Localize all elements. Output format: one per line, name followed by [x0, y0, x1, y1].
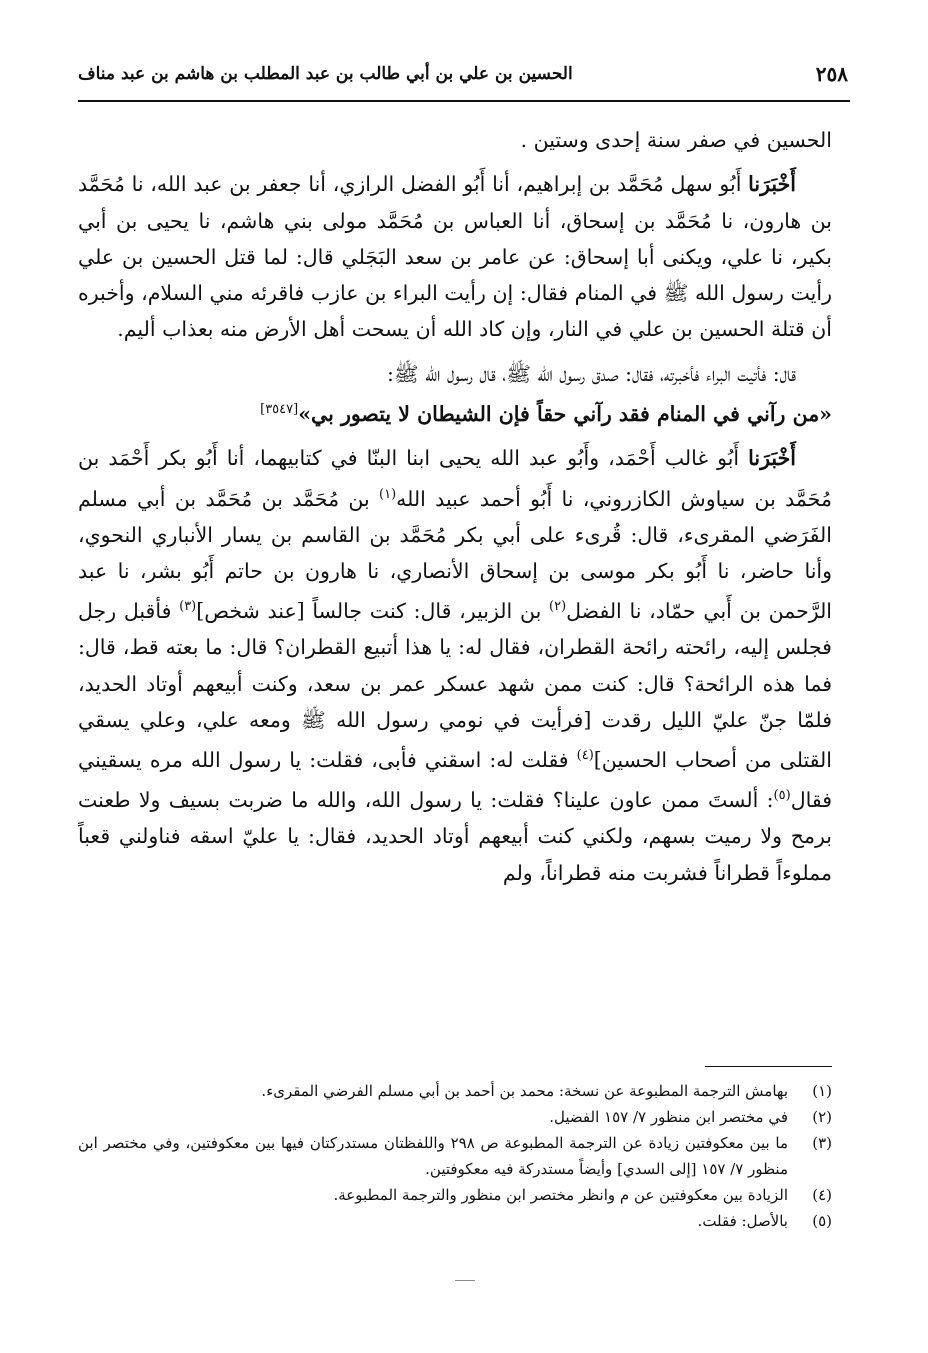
footnote-text: في مختصر ابن منظور ٧/ ١٥٧ الفضيل. — [549, 1108, 788, 1126]
footnote-number: (١) — [812, 1082, 832, 1100]
paragraph-4-text: بن الزبير، قال: كنت جالساً [عند شخص] — [196, 599, 549, 624]
footnote-number: (٥) — [812, 1212, 832, 1230]
paragraph-2-text: أَبُو سهل مُحَمَّد بن إبراهيم، أنا أَبُو الفضل الرازي، أنا جعفر بن عبد الله، نا مُحَمَّد بن هارون، نا مُحَمَّد بن إسحاق، أنا العباس بن مُحَمَّد مولى بني هاشم، نا يحيى بن أبي بكير، نا علي، ويكنى أبا إسحاق: عن عامر بن سعد البَجَلي قال: لما قتل الحسين بن علي رأيت رسول الله ﷺ في المنام فقال: إن رأيت البراء بن عازب فاقرئه مني السلام، وأخبره أن قتلة الحسين بن علي في النار، وإن كاد الله أن يسحت أهل الأرض منه بعذاب أليم. — [78, 172, 832, 342]
narration-keyword: أَخْبَرَنا — [748, 172, 796, 197]
paragraph-4-text: فقلت له: اسقني فأبى، فقلت: يا رسول الله مره يسقيني فقال — [78, 748, 832, 813]
paragraph-4-text: فأقبل رجل فجلس إليه، رائحته رائحة القطران، فقال له: يا هذا أتبيع القطران؟ قال: ما بعته قط، قال: فما هذه الرائحة؟ قال: كنت ممن شهد عسكر عمر بن سعد، وكنت أبيعهم أوتاد الحديد، فلمّا جنّ عليّ الليل رقدت [فرأيت في نومي رسول الله ﷺ ومعه علي، وعلي يسقي القتلى من أصحاب الحسين] — [78, 599, 832, 773]
footnote-marker-4: (٤) — [576, 748, 594, 764]
hadith-quote: «من رآني في المنام فقد رآني حقاً فإن الشيطان لا يتصور بي» — [298, 401, 832, 426]
footnote-number: (٢) — [812, 1108, 832, 1126]
footnote-marker-3: (٣) — [179, 599, 197, 615]
paragraph-4-text: أَبُو غالب أَحْمَد، وأَبُو عبد الله يحيى ابنا البنّا في كتابيهما، أنا أَبُو بكر أَحْمَد بن مُحَمَّد بن سياوش الكازروني، نا أَبُو أحمد عبيد الله — [78, 446, 832, 511]
paragraph-4-text: : ألستَ ممن عاون علينا؟ فقلت: يا رسول الله، والله ما ضربت بسيف ولا طعنت برمح ولا رميت بسهم، ولكني كنت أبيعهم أوتاد الحديد، فقال: يا عليّ اسقه فناولني قعباً مملوءاً قطراناً فشربت منه قطراناً، ولم — [78, 788, 832, 885]
footnote-number: (٤) — [812, 1186, 832, 1204]
paragraph-4 — [78, 440, 832, 891]
footnote — [78, 1208, 832, 1234]
footnotes — [78, 1078, 832, 1234]
footnote-marker-1: (١) — [379, 486, 397, 502]
paragraph-1: الحسين في صفر سنة إحدى وستين . — [520, 128, 832, 152]
footnote-marker-2: (٢) — [549, 599, 567, 615]
footnote-separator — [705, 1066, 832, 1067]
narration-keyword: أَخْبَرَنا — [748, 446, 796, 471]
page-number: ٢٥٨ — [815, 62, 848, 86]
footnote-text: بهامش الترجمة المطبوعة عن نسخة: محمد بن أحمد بن أبي مسلم الفرضي المقرىء. — [261, 1082, 788, 1100]
footnote-marker-5: (٥) — [773, 788, 791, 804]
page-header — [78, 58, 850, 102]
footnote — [78, 1182, 832, 1208]
footnote-text: ما بين معكوفتين زيادة عن الترجمة المطبوعة ص ٢٩٨ واللفظتان مستدركتان فيها بين معكوفتين، وفي مختصر ابن منظور ٧/ ١٥٧ [إلى السدي] وأيضاً مستدركة فيه معكوفتين. — [78, 1134, 789, 1178]
paragraph-2 — [78, 166, 832, 347]
footnote — [78, 1130, 832, 1182]
running-title: الحسين بن علي بن أبي طالب بن عبد المطلب بن هاشم بن عبد مناف — [78, 64, 573, 84]
paragraph-3 — [78, 356, 832, 432]
footnote — [78, 1078, 832, 1104]
footnote-number: (٣) — [812, 1134, 832, 1152]
footnote-text: بالأصل: فقلت. — [697, 1212, 788, 1230]
hadith-reference: [٣٥٤٧] — [260, 402, 299, 418]
footnote — [78, 1104, 832, 1130]
page-bottom-mark — [455, 1280, 475, 1281]
paragraph-3-text: قال: فأتيت البراء فأخبرته، فقال: صدق رسول الله ﷺ، قال رسول الله ﷺ: — [386, 361, 796, 386]
footnote-text: الزيادة بين معكوفتين عن م وانظر مختصر ابن منظور والترجمة المطبوعة. — [333, 1186, 788, 1204]
paragraph-4-text: بن مُحَمَّد بن مُحَمَّد بن أبي مسلم الفَرَضي المقرىء، قال: قُرىء على أبي بكر مُحَمَّد بن القاسم بن يسار الأنباري النحوي، وأنا حاضر، نا أَبُو بكر موسى بن إسحاق الأنصاري، نا هارون بن حاتم أَبُو بشر، نا عبد الرَّحمن بن أَبي حمّاد، نا الفضل — [78, 486, 833, 624]
main-text — [78, 122, 832, 899]
